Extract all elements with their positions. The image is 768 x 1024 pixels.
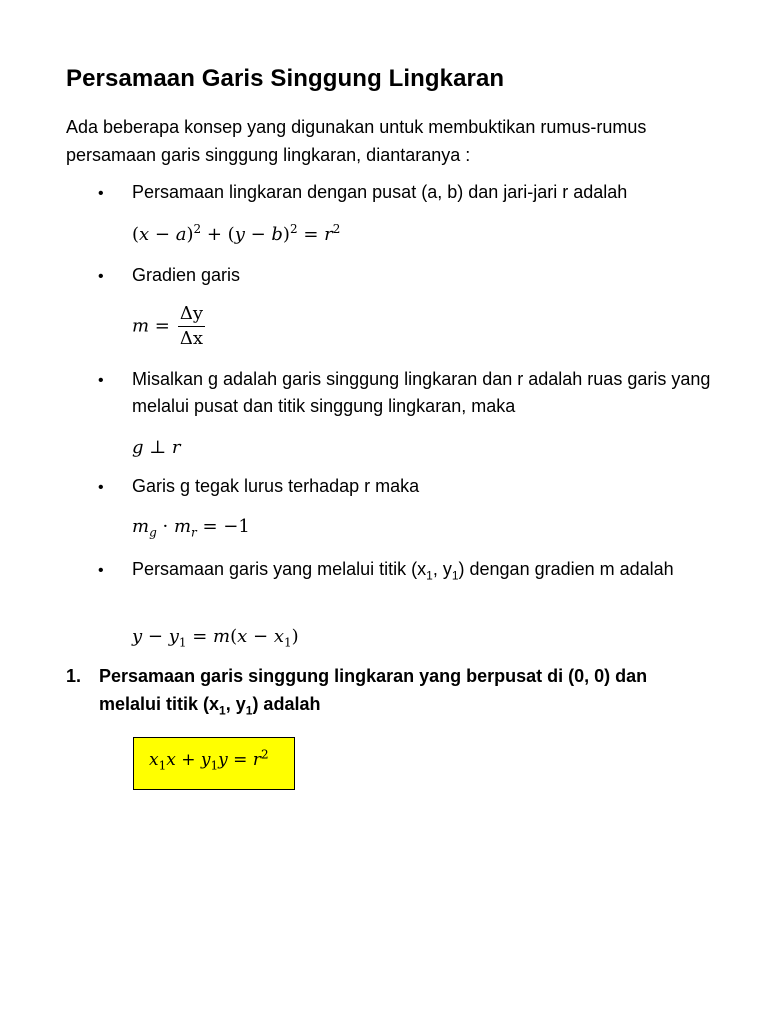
concept-perpendicular: Garis g tegak lurus terhadap r maka [132, 476, 420, 496]
bullet-marker: • [98, 372, 104, 389]
formula-tangent-origin: $x_1x + y_1y = r^2$ [149, 747, 269, 773]
page-title: Persamaan Garis Singgung Lingkaran [66, 65, 505, 92]
formula-slope-product: $m_g \cdot m_r = -1$ [132, 516, 250, 540]
concept-gradient: Gradien garis [132, 265, 241, 285]
formula-line: $y - y_1 = m(x - x_1)$ [132, 626, 299, 650]
bullet-marker: • [98, 562, 104, 579]
concept-line-equation: Persamaan garis yang melalui titik ($x_1$, $y_1$) dengan gradien m adalah [132, 559, 674, 583]
formula-circle: $(x - a)^2 + (y - b)^2 = r^2$ [132, 222, 341, 245]
item-text: Persamaan garis singgung lingkaran yang berpusat di (0, 0) dan melalui titik ($x_1$, $y_1$) adalah [99, 666, 648, 718]
concept-circle-equation: Persamaan lingkaran dengan pusat (a, b) dan jari-jari r adalah [132, 182, 628, 202]
formula-gradient: m = $\frac{\Delta y}{\Delta x}$ [132, 303, 204, 349]
formula-perpendicular: g ⊥ r [132, 437, 181, 458]
result-formula-box [133, 737, 295, 790]
concept-tangent-line: Misalkan g adalah garis singgung lingkaran dan r adalah ruas garis yang melalui pusat dan titik singgung lingkaran, maka [132, 369, 711, 416]
item-number: 1. [66, 666, 82, 686]
intro-paragraph: Ada beberapa konsep yang digunakan untuk membuktikan rumus-rumus persamaan garis singgung lingkaran, diantaranya : [66, 117, 647, 165]
bullet-marker: • [98, 479, 104, 496]
fraction: $\frac{\Delta y}{\Delta x}$ [179, 303, 204, 349]
bullet-marker: • [98, 185, 104, 202]
bullet-marker: • [98, 268, 104, 285]
